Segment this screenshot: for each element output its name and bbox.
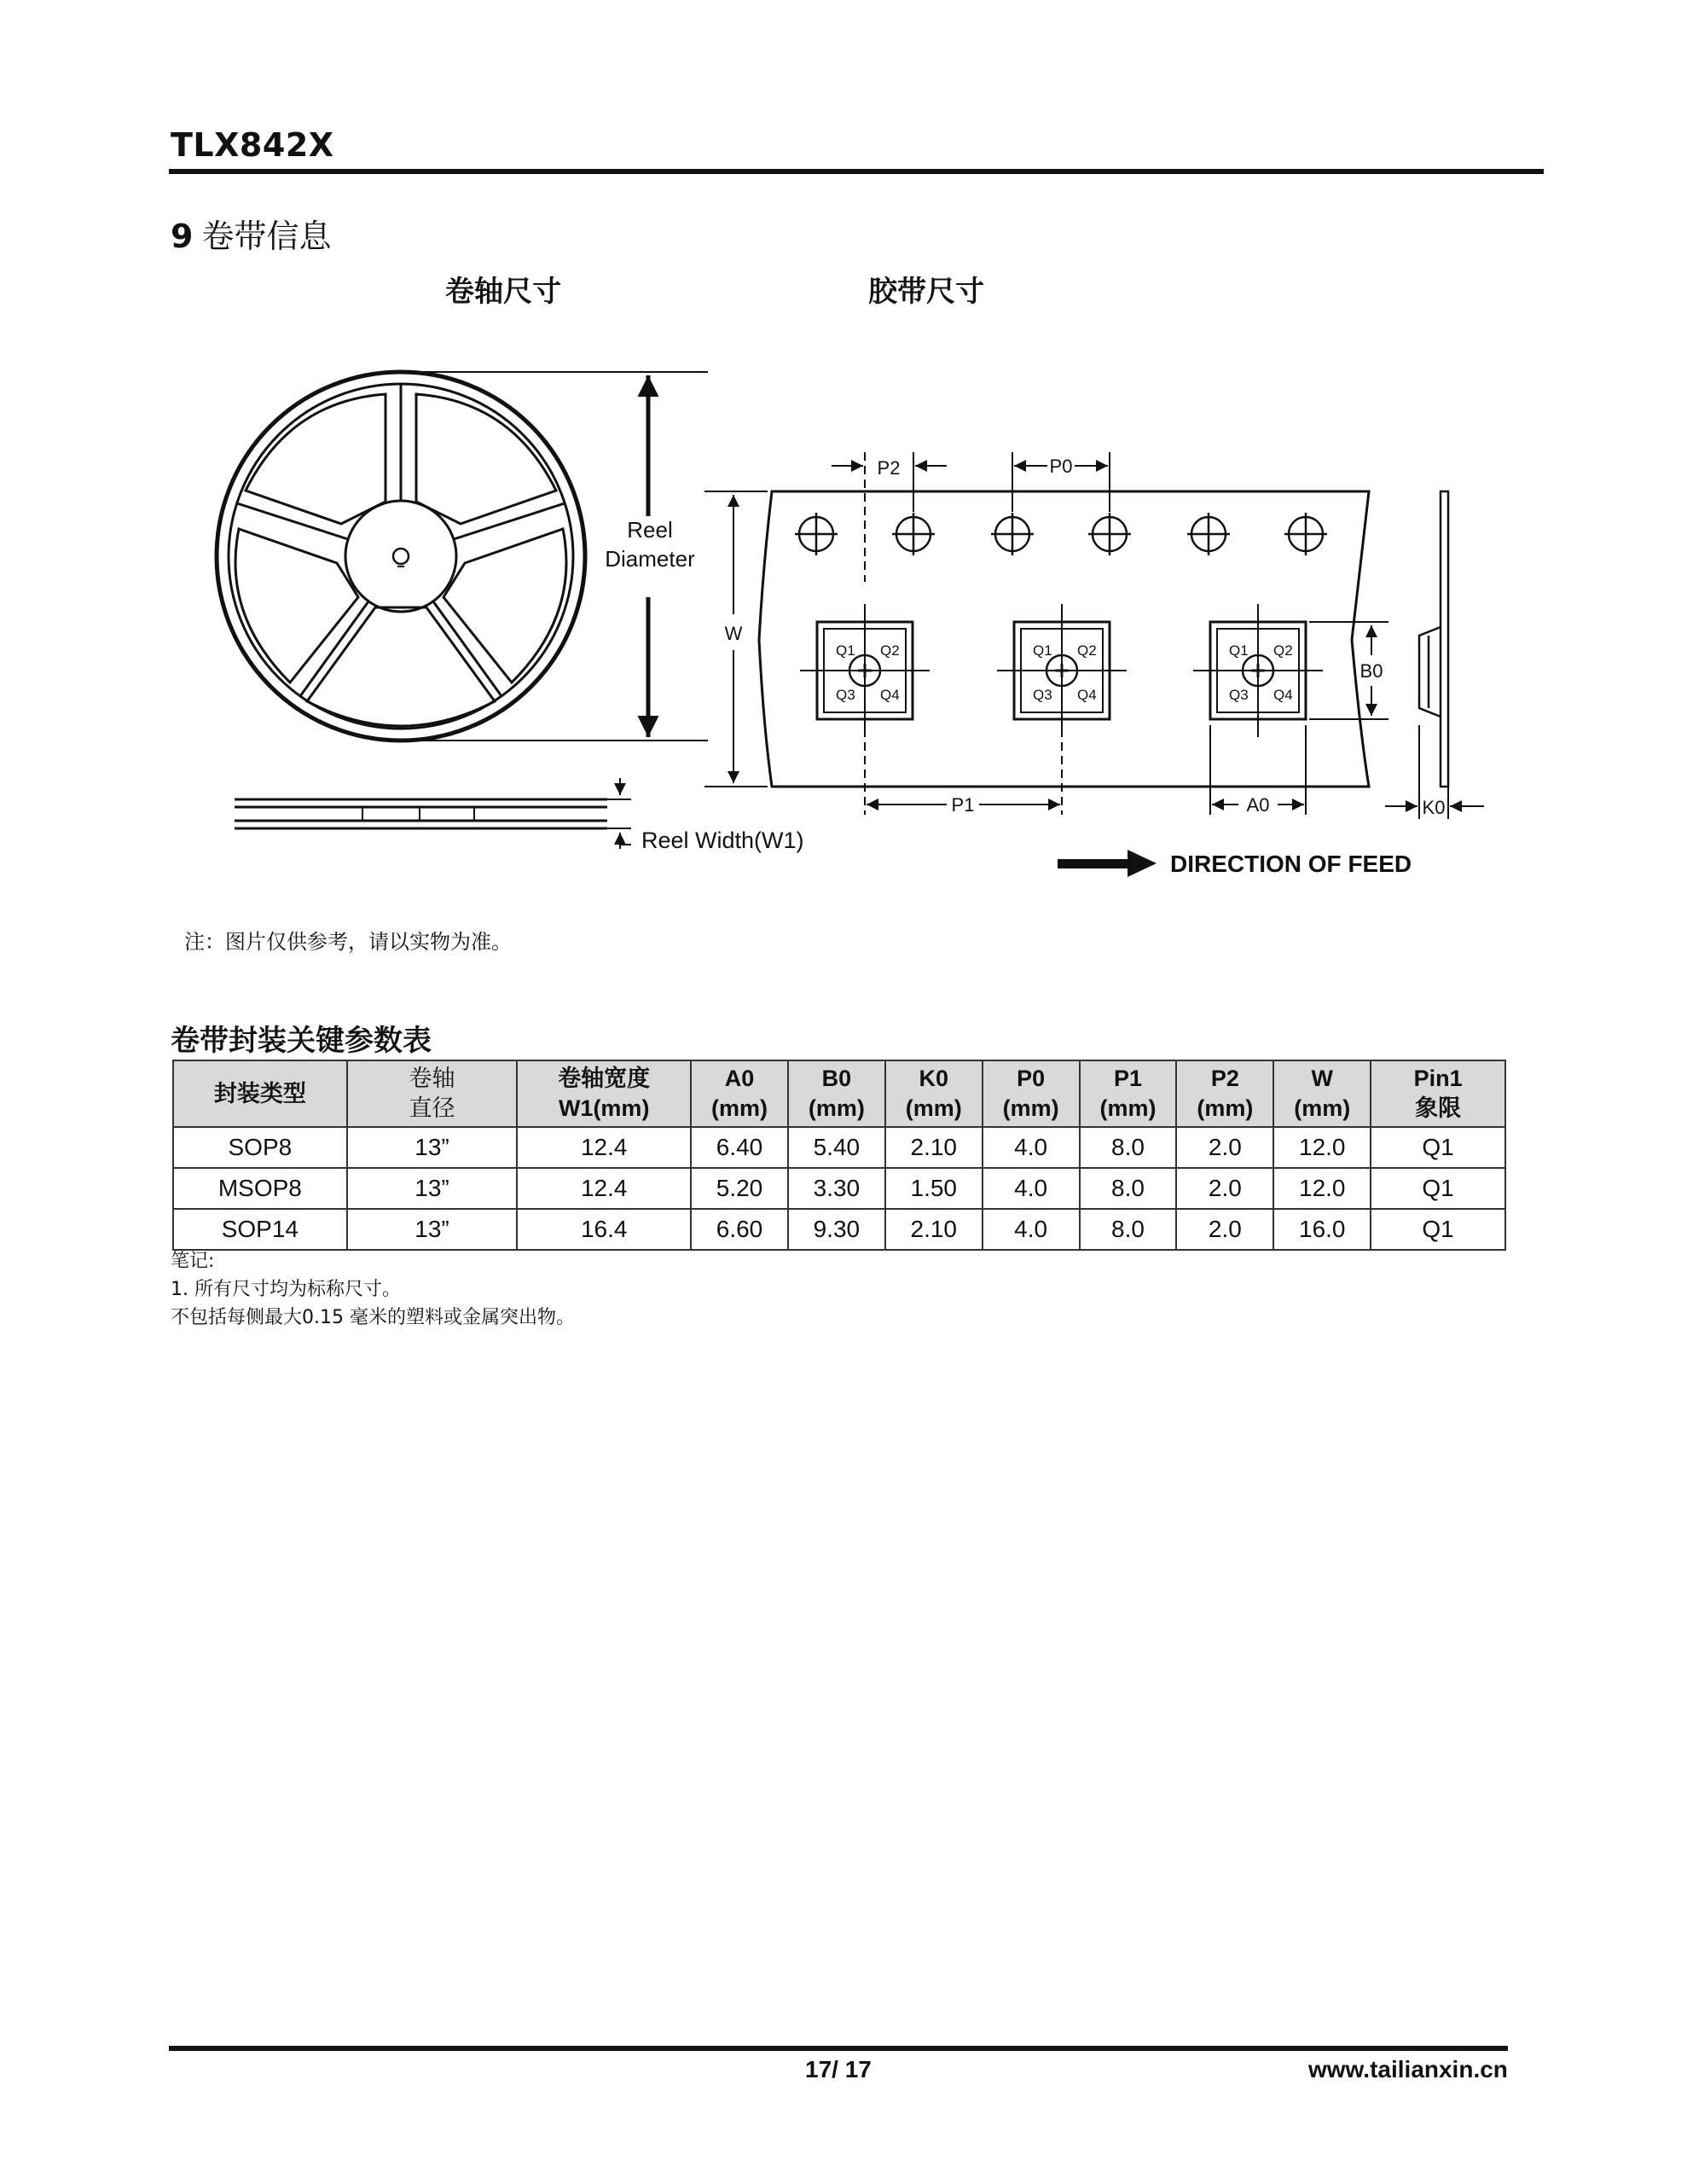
table-cell: 16.0 — [1273, 1209, 1371, 1250]
notes-heading: 笔记: — [171, 1251, 215, 1272]
table-row — [173, 1209, 1505, 1250]
table-cell: 8.0 — [1080, 1127, 1177, 1168]
table-cell: 12.4 — [517, 1127, 691, 1168]
table-cell: 6.60 — [691, 1209, 788, 1250]
header-label: P0 — [1017, 1066, 1046, 1091]
header-label: 卷轴 — [409, 1066, 455, 1091]
section-title: 卷带信息 — [201, 218, 332, 255]
table-cell: 16.4 — [517, 1209, 691, 1250]
table-header-row — [173, 1060, 1505, 1127]
note-line-2: 不包括每侧最大0.15 毫米的塑料或金属突出物。 — [171, 1307, 575, 1328]
document-title: TLX842X — [171, 126, 334, 164]
page-number: 17/ 17 — [805, 2056, 872, 2082]
table-cell: 4.0 — [983, 1127, 1080, 1168]
pocket2-q2-label: Q2 — [1077, 642, 1097, 659]
table-notes — [171, 1247, 575, 1332]
header-sublabel: (mm) — [1197, 1095, 1254, 1121]
header-label: 封装类型 — [213, 1080, 306, 1107]
header-label: W — [1311, 1066, 1333, 1091]
header-label: A0 — [724, 1066, 755, 1091]
tape-and-reel-diagram — [171, 358, 1535, 904]
table-cell: 12.4 — [517, 1168, 691, 1209]
pocket1-q3-label: Q3 — [836, 687, 855, 703]
header-divider — [169, 169, 1544, 174]
pocket2-q3-label: Q3 — [1033, 687, 1052, 703]
table-cell: MSOP8 — [173, 1168, 347, 1209]
k0-label: K0 — [1422, 797, 1446, 818]
header-sublabel: W1(mm) — [558, 1095, 650, 1121]
table-cell: 6.40 — [691, 1127, 788, 1168]
header-p2 — [1176, 1060, 1273, 1127]
table-cell: 5.20 — [691, 1168, 788, 1209]
feed-direction-label: DIRECTION OF FEED — [1170, 851, 1412, 877]
table-row — [173, 1168, 1505, 1209]
tape-dimensions-title: 胶带尺寸 — [868, 275, 984, 309]
feed-direction-arrow-icon — [1058, 850, 1157, 877]
table-title: 卷带封装关键参数表 — [171, 1024, 432, 1058]
table-cell: 3.30 — [788, 1168, 885, 1209]
header-b0 — [788, 1060, 885, 1127]
table-cell: SOP14 — [173, 1209, 347, 1250]
carrier-tape — [759, 491, 1369, 787]
header-sublabel: (mm) — [1002, 1095, 1059, 1121]
pocket1-q4-label: Q4 — [880, 687, 900, 703]
header-w — [1273, 1060, 1371, 1127]
pocket3-q3-label: Q3 — [1229, 687, 1249, 703]
pocket3-q1-label: Q1 — [1229, 642, 1249, 659]
table-cell: 12.0 — [1273, 1168, 1371, 1209]
w-label: W — [724, 623, 743, 644]
header-pin1-quadrant — [1371, 1060, 1505, 1127]
header-a0 — [691, 1060, 788, 1127]
table-cell: 13” — [347, 1127, 518, 1168]
website-url: www.tailianxin.cn — [1308, 2056, 1508, 2082]
header-sublabel: (mm) — [711, 1095, 768, 1121]
pocket1-q2-label: Q2 — [880, 642, 900, 659]
section-heading — [171, 210, 331, 257]
header-sublabel: (mm) — [808, 1095, 865, 1121]
header-label: 卷轴宽度 — [558, 1066, 651, 1091]
table-cell: Q1 — [1371, 1127, 1505, 1168]
header-reel-width — [517, 1060, 691, 1127]
pocket1-q1-label: Q1 — [836, 642, 855, 659]
p1-label: P1 — [951, 794, 975, 816]
header-sublabel: (mm) — [1099, 1095, 1157, 1121]
table-cell: 2.10 — [885, 1209, 983, 1250]
pocket2-q1-label: Q1 — [1033, 642, 1052, 659]
header-sublabel: 象限 — [1415, 1095, 1462, 1121]
reel-diameter-label-line1: Reel — [627, 517, 673, 543]
reel-dimensions-title: 卷轴尺寸 — [445, 275, 561, 309]
pocket3-q2-label: Q2 — [1273, 642, 1293, 659]
table-cell: 13” — [347, 1209, 518, 1250]
table-cell: 4.0 — [983, 1168, 1080, 1209]
table-cell: 2.0 — [1176, 1209, 1273, 1250]
table-cell: Q1 — [1371, 1168, 1505, 1209]
tape-reel-spec-table — [172, 1060, 1506, 1251]
header-label: P1 — [1113, 1066, 1143, 1091]
header-label: P2 — [1210, 1066, 1239, 1091]
reel-diameter-label-line2: Diameter — [605, 546, 695, 572]
table-cell: 13” — [347, 1168, 518, 1209]
reel-side-view — [235, 778, 631, 849]
b0-label: B0 — [1359, 660, 1383, 682]
header-package-type — [173, 1060, 347, 1127]
a0-label: A0 — [1246, 794, 1270, 816]
p2-label: P2 — [877, 457, 901, 479]
note-line-1: 1. 所有尺寸均为标称尺寸。 — [171, 1279, 401, 1300]
header-sublabel: (mm) — [905, 1095, 962, 1121]
table-cell: SOP8 — [173, 1127, 347, 1168]
table-cell: 2.10 — [885, 1127, 983, 1168]
reel-drawing — [217, 372, 585, 741]
table-cell: 2.0 — [1176, 1127, 1273, 1168]
table-cell: 5.40 — [788, 1127, 885, 1168]
reel-width-label: Reel Width(W1) — [641, 828, 804, 853]
tape-side-profile — [1419, 491, 1448, 787]
pocket2-q4-label: Q4 — [1077, 687, 1097, 703]
section-number: 9 — [171, 218, 194, 255]
p0-label: P0 — [1049, 456, 1073, 477]
header-sublabel: 直径 — [409, 1095, 455, 1121]
table-row — [173, 1127, 1505, 1168]
table-cell: 8.0 — [1080, 1209, 1177, 1250]
header-sublabel: (mm) — [1294, 1095, 1351, 1121]
image-disclaimer: 注：图片仅供参考，请以实物为准。 — [184, 930, 512, 954]
table-cell: Q1 — [1371, 1209, 1505, 1250]
header-p0 — [983, 1060, 1080, 1127]
table-cell: 1.50 — [885, 1168, 983, 1209]
table-cell: 9.30 — [788, 1209, 885, 1250]
header-reel-diameter — [347, 1060, 518, 1127]
table-cell: 8.0 — [1080, 1168, 1177, 1209]
table-cell: 12.0 — [1273, 1127, 1371, 1168]
header-label: B0 — [821, 1066, 852, 1091]
header-label: K0 — [919, 1066, 948, 1091]
header-k0 — [885, 1060, 983, 1127]
pocket3-q4-label: Q4 — [1273, 687, 1293, 703]
header-label: Pin1 — [1413, 1066, 1463, 1091]
header-p1 — [1080, 1060, 1177, 1127]
reel-hub-icon — [393, 549, 409, 564]
table-cell: 4.0 — [983, 1209, 1080, 1250]
footer-divider — [169, 2046, 1508, 2051]
table-cell: 2.0 — [1176, 1168, 1273, 1209]
